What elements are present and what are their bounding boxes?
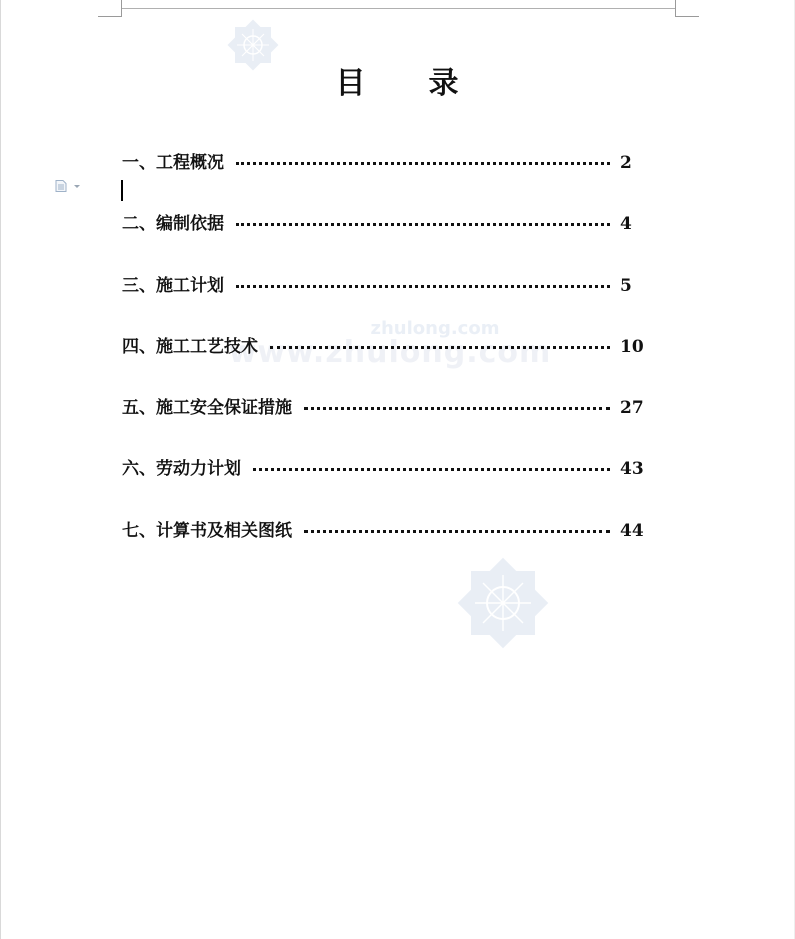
toc-dot-leader bbox=[304, 530, 610, 533]
toc-dot-leader bbox=[236, 285, 610, 288]
document-dropdown-icon[interactable] bbox=[55, 180, 83, 192]
toc-entry-page-number[interactable]: 2 bbox=[620, 153, 632, 173]
toc-entry[interactable] bbox=[122, 147, 652, 173]
watermark-text: www.zhulong.com bbox=[228, 335, 552, 370]
toc-entry-label[interactable]: 四、施工工艺技术 bbox=[122, 336, 258, 357]
toc-entry[interactable] bbox=[122, 515, 652, 541]
toc-entry-label[interactable]: 三、施工计划 bbox=[122, 275, 224, 296]
toc-entry-label[interactable]: 六、劳动力计划 bbox=[122, 459, 241, 480]
crop-mark-top-right-h bbox=[675, 16, 699, 17]
toc-entry[interactable] bbox=[122, 208, 652, 234]
page-title: 目 录 bbox=[335, 66, 460, 101]
toc-entry-page-number[interactable]: 10 bbox=[620, 336, 644, 357]
toc-entry[interactable] bbox=[122, 331, 652, 357]
crop-mark-top-left-h bbox=[98, 16, 122, 17]
page-left-edge bbox=[0, 0, 1, 939]
toc-entry-page-number[interactable]: 5 bbox=[620, 275, 632, 296]
header-line bbox=[122, 8, 675, 9]
watermark-small-text: zhulong.com bbox=[370, 318, 500, 339]
crop-mark-top-right bbox=[675, 0, 676, 17]
toc-dot-leader bbox=[304, 407, 610, 410]
toc-entry[interactable] bbox=[122, 392, 652, 418]
toc-entry-page-number[interactable]: 4 bbox=[620, 214, 632, 235]
toc-entry[interactable] bbox=[122, 453, 652, 479]
table-of-contents bbox=[122, 147, 652, 576]
toc-dot-leader bbox=[270, 346, 610, 349]
toc-entry-page-number[interactable]: 44 bbox=[620, 520, 644, 541]
toc-entry[interactable] bbox=[122, 270, 652, 296]
toc-entry-page-number[interactable]: 43 bbox=[620, 459, 644, 480]
toc-dot-leader bbox=[253, 468, 610, 471]
toc-dot-leader bbox=[236, 223, 610, 226]
toc-entry-label[interactable]: 七、计算书及相关图纸 bbox=[122, 520, 292, 541]
toc-entry-label[interactable]: 二、编制依据 bbox=[122, 214, 224, 235]
crop-mark-top-left bbox=[121, 0, 122, 17]
toc-entry-label[interactable]: 五、施工安全保证措施 bbox=[122, 398, 292, 419]
toc-entry-label[interactable]: 一、工程概况 bbox=[122, 153, 224, 173]
toc-dot-leader bbox=[236, 162, 610, 165]
toc-entry-page-number[interactable]: 27 bbox=[620, 398, 644, 419]
